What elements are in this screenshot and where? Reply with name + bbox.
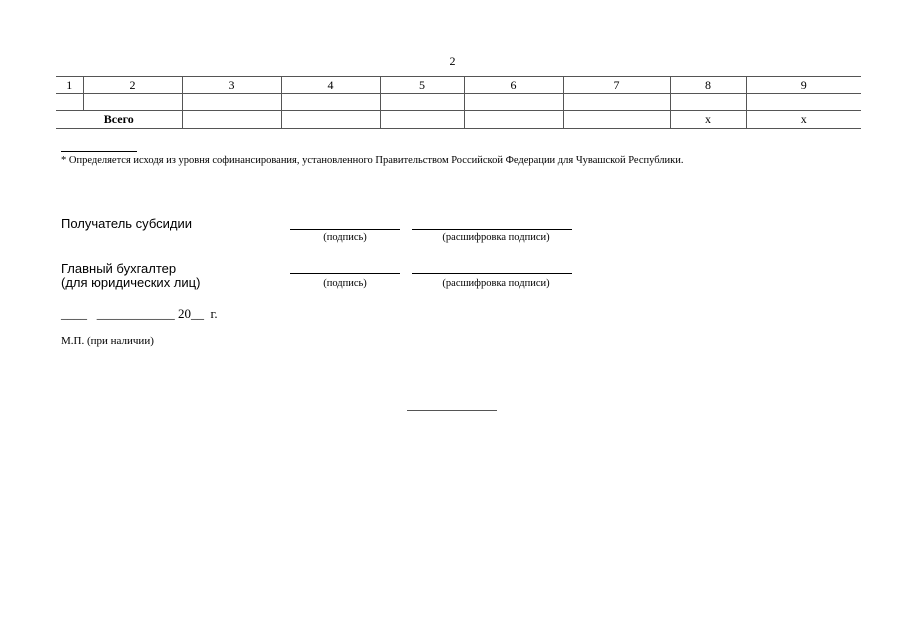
- table-cell: [56, 94, 83, 111]
- table-header-cell: 1: [56, 77, 83, 94]
- accountant-label: Главный бухгалтер: [61, 261, 177, 276]
- recipient-signature-line: [290, 229, 400, 230]
- recipient-decryption-line: [412, 229, 572, 230]
- total-cell: [182, 111, 281, 129]
- stamp-label: М.П. (при наличии): [61, 335, 154, 347]
- total-cell: x: [670, 111, 746, 129]
- table-header-cell: 7: [563, 77, 670, 94]
- table-header-cell: 4: [281, 77, 380, 94]
- table-cell: [563, 94, 670, 111]
- recipient-decryption-caption: (расшифровка подписи): [442, 232, 550, 243]
- date-line: ____ ____________ 20__ г.: [61, 306, 218, 321]
- end-separator: [407, 410, 497, 411]
- table-row: [56, 94, 861, 111]
- table-cell: [670, 94, 746, 111]
- table-cell: [746, 94, 861, 111]
- total-cell: x: [746, 111, 861, 129]
- table-cell: [281, 94, 380, 111]
- footnote-separator: [61, 151, 137, 152]
- accountant-decryption-caption: (расшифровка подписи): [442, 278, 550, 289]
- total-cell: [563, 111, 670, 129]
- table-header-cell: 9: [746, 77, 861, 94]
- page-number: 2: [449, 54, 456, 68]
- table-header-cell: 2: [83, 77, 182, 94]
- total-label: Всего: [56, 111, 182, 129]
- table-header-cell: 6: [464, 77, 563, 94]
- subsidy-table: [56, 76, 861, 129]
- total-cell: [464, 111, 563, 129]
- table-cell: [380, 94, 464, 111]
- table-cell: [464, 94, 563, 111]
- footnote: * Определяется исходя из уровня софинансирования, установленного Правительством Российской Федерации для Чувашской Республики.: [61, 155, 684, 166]
- table-cell: [83, 94, 182, 111]
- table-header-cell: 5: [380, 77, 464, 94]
- table-header-cell: 8: [670, 77, 746, 94]
- accountant-decryption-line: [412, 273, 572, 274]
- table-header-cell: 3: [182, 77, 281, 94]
- recipient-signature-caption: (подпись): [323, 232, 367, 243]
- table-header-row: [56, 77, 861, 94]
- total-cell: [380, 111, 464, 129]
- accountant-signature-caption: (подпись): [323, 278, 367, 289]
- accountant-signature-line: [290, 273, 400, 274]
- recipient-label: Получатель субсидии: [61, 216, 192, 231]
- table-cell: [182, 94, 281, 111]
- table-total-row: [56, 111, 861, 129]
- accountant-sublabel: (для юридических лиц): [61, 275, 201, 290]
- total-cell: [281, 111, 380, 129]
